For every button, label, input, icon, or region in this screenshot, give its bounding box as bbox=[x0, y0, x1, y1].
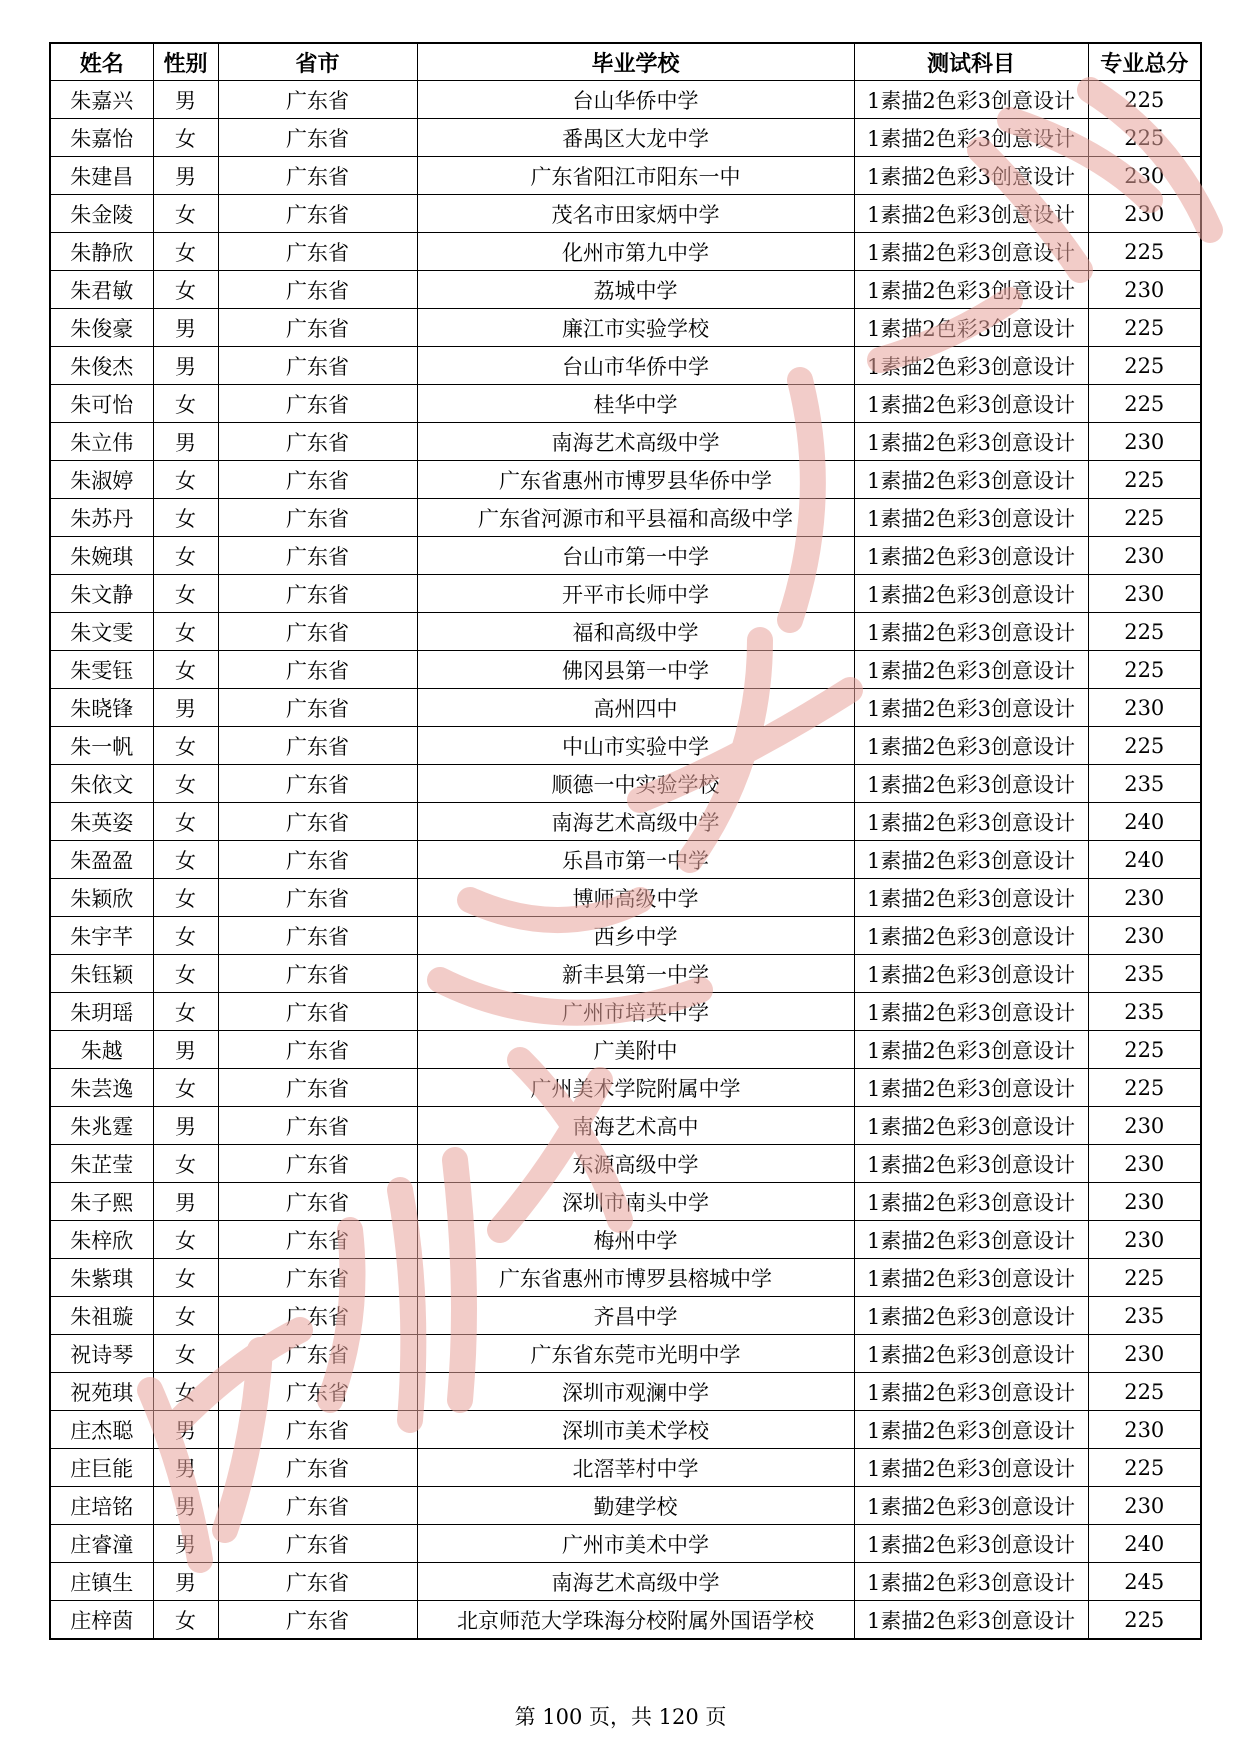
school-cell: 中山市实验中学 bbox=[417, 727, 854, 765]
subject-cell: 1素描2色彩3创意设计 bbox=[854, 765, 1088, 803]
score-cell: 230 bbox=[1088, 1487, 1201, 1525]
score-cell: 235 bbox=[1088, 955, 1201, 993]
gender-cell: 女 bbox=[153, 1601, 218, 1640]
score-cell: 225 bbox=[1088, 1031, 1201, 1069]
column-header-province: 省市 bbox=[218, 43, 417, 81]
subject-cell: 1素描2色彩3创意设计 bbox=[854, 841, 1088, 879]
subject-cell: 1素描2色彩3创意设计 bbox=[854, 461, 1088, 499]
gender-cell: 女 bbox=[153, 575, 218, 613]
gender-cell: 女 bbox=[153, 271, 218, 309]
table-row bbox=[50, 1259, 1201, 1297]
school-cell: 南海艺术高级中学 bbox=[417, 423, 854, 461]
province-cell: 广东省 bbox=[218, 385, 417, 423]
province-cell: 广东省 bbox=[218, 271, 417, 309]
name-cell: 朱俊杰 bbox=[50, 347, 153, 385]
subject-cell: 1素描2色彩3创意设计 bbox=[854, 1563, 1088, 1601]
province-cell: 广东省 bbox=[218, 233, 417, 271]
subject-cell: 1素描2色彩3创意设计 bbox=[854, 1449, 1088, 1487]
school-cell: 台山市华侨中学 bbox=[417, 347, 854, 385]
table-row bbox=[50, 347, 1201, 385]
table-row bbox=[50, 803, 1201, 841]
province-cell: 广东省 bbox=[218, 157, 417, 195]
province-cell: 广东省 bbox=[218, 917, 417, 955]
subject-cell: 1素描2色彩3创意设计 bbox=[854, 385, 1088, 423]
score-cell: 230 bbox=[1088, 1335, 1201, 1373]
column-header-score: 专业总分 bbox=[1088, 43, 1201, 81]
gender-cell: 女 bbox=[153, 499, 218, 537]
school-cell: 广美附中 bbox=[417, 1031, 854, 1069]
name-cell: 朱文雯 bbox=[50, 613, 153, 651]
score-cell: 230 bbox=[1088, 1221, 1201, 1259]
score-cell: 235 bbox=[1088, 1297, 1201, 1335]
gender-cell: 男 bbox=[153, 309, 218, 347]
table-row bbox=[50, 1525, 1201, 1563]
gender-cell: 女 bbox=[153, 1297, 218, 1335]
gender-cell: 男 bbox=[153, 1411, 218, 1449]
gender-cell: 男 bbox=[153, 1563, 218, 1601]
subject-cell: 1素描2色彩3创意设计 bbox=[854, 651, 1088, 689]
province-cell: 广东省 bbox=[218, 1449, 417, 1487]
name-cell: 朱玥瑶 bbox=[50, 993, 153, 1031]
table-row bbox=[50, 385, 1201, 423]
score-cell: 240 bbox=[1088, 803, 1201, 841]
name-cell: 朱紫琪 bbox=[50, 1259, 153, 1297]
province-cell: 广东省 bbox=[218, 1031, 417, 1069]
name-cell: 朱宇芊 bbox=[50, 917, 153, 955]
school-cell: 台山市第一中学 bbox=[417, 537, 854, 575]
province-cell: 广东省 bbox=[218, 993, 417, 1031]
table-row bbox=[50, 309, 1201, 347]
name-cell: 庄杰聪 bbox=[50, 1411, 153, 1449]
score-cell: 230 bbox=[1088, 271, 1201, 309]
school-cell: 博师高级中学 bbox=[417, 879, 854, 917]
gender-cell: 男 bbox=[153, 1031, 218, 1069]
subject-cell: 1素描2色彩3创意设计 bbox=[854, 1487, 1088, 1525]
school-cell: 广东省东莞市光明中学 bbox=[417, 1335, 854, 1373]
gender-cell: 女 bbox=[153, 803, 218, 841]
score-cell: 230 bbox=[1088, 157, 1201, 195]
score-cell: 225 bbox=[1088, 309, 1201, 347]
table-row bbox=[50, 689, 1201, 727]
name-cell: 朱芸逸 bbox=[50, 1069, 153, 1107]
province-cell: 广东省 bbox=[218, 1221, 417, 1259]
name-cell: 庄培铭 bbox=[50, 1487, 153, 1525]
column-header-name: 姓名 bbox=[50, 43, 153, 81]
table-row bbox=[50, 461, 1201, 499]
school-cell: 广州市培英中学 bbox=[417, 993, 854, 1031]
name-cell: 朱钰颖 bbox=[50, 955, 153, 993]
table-row bbox=[50, 993, 1201, 1031]
table-row bbox=[50, 1107, 1201, 1145]
gender-cell: 女 bbox=[153, 1069, 218, 1107]
province-cell: 广东省 bbox=[218, 689, 417, 727]
score-cell: 230 bbox=[1088, 1411, 1201, 1449]
school-cell: 高州四中 bbox=[417, 689, 854, 727]
score-cell: 225 bbox=[1088, 119, 1201, 157]
province-cell: 广东省 bbox=[218, 1373, 417, 1411]
subject-cell: 1素描2色彩3创意设计 bbox=[854, 1145, 1088, 1183]
table-row bbox=[50, 575, 1201, 613]
subject-cell: 1素描2色彩3创意设计 bbox=[854, 1221, 1088, 1259]
subject-cell: 1素描2色彩3创意设计 bbox=[854, 1297, 1088, 1335]
province-cell: 广东省 bbox=[218, 1335, 417, 1373]
table-row bbox=[50, 157, 1201, 195]
name-cell: 朱晓锋 bbox=[50, 689, 153, 727]
school-cell: 茂名市田家炳中学 bbox=[417, 195, 854, 233]
gender-cell: 女 bbox=[153, 879, 218, 917]
gender-cell: 女 bbox=[153, 1145, 218, 1183]
province-cell: 广东省 bbox=[218, 309, 417, 347]
school-cell: 齐昌中学 bbox=[417, 1297, 854, 1335]
school-cell: 广东省阳江市阳东一中 bbox=[417, 157, 854, 195]
name-cell: 朱芷莹 bbox=[50, 1145, 153, 1183]
name-cell: 庄梓茵 bbox=[50, 1601, 153, 1640]
score-cell: 225 bbox=[1088, 1259, 1201, 1297]
subject-cell: 1素描2色彩3创意设计 bbox=[854, 803, 1088, 841]
school-cell: 深圳市美术学校 bbox=[417, 1411, 854, 1449]
gender-cell: 女 bbox=[153, 841, 218, 879]
province-cell: 广东省 bbox=[218, 1107, 417, 1145]
gender-cell: 女 bbox=[153, 1373, 218, 1411]
province-cell: 广东省 bbox=[218, 423, 417, 461]
province-cell: 广东省 bbox=[218, 81, 417, 119]
subject-cell: 1素描2色彩3创意设计 bbox=[854, 1373, 1088, 1411]
name-cell: 朱一帆 bbox=[50, 727, 153, 765]
subject-cell: 1素描2色彩3创意设计 bbox=[854, 423, 1088, 461]
gender-cell: 男 bbox=[153, 1107, 218, 1145]
gender-cell: 女 bbox=[153, 1259, 218, 1297]
gender-cell: 男 bbox=[153, 347, 218, 385]
province-cell: 广东省 bbox=[218, 1601, 417, 1640]
school-cell: 广州市美术中学 bbox=[417, 1525, 854, 1563]
name-cell: 朱依文 bbox=[50, 765, 153, 803]
school-cell: 西乡中学 bbox=[417, 917, 854, 955]
subject-cell: 1素描2色彩3创意设计 bbox=[854, 1411, 1088, 1449]
gender-cell: 女 bbox=[153, 537, 218, 575]
province-cell: 广东省 bbox=[218, 119, 417, 157]
school-cell: 南海艺术高级中学 bbox=[417, 1563, 854, 1601]
gender-cell: 女 bbox=[153, 917, 218, 955]
score-cell: 225 bbox=[1088, 1069, 1201, 1107]
province-cell: 广东省 bbox=[218, 499, 417, 537]
gender-cell: 男 bbox=[153, 423, 218, 461]
table-row bbox=[50, 1411, 1201, 1449]
gender-cell: 女 bbox=[153, 765, 218, 803]
school-cell: 深圳市观澜中学 bbox=[417, 1373, 854, 1411]
name-cell: 朱兆霆 bbox=[50, 1107, 153, 1145]
subject-cell: 1素描2色彩3创意设计 bbox=[854, 1525, 1088, 1563]
name-cell: 朱婉琪 bbox=[50, 537, 153, 575]
name-cell: 朱金陵 bbox=[50, 195, 153, 233]
score-cell: 230 bbox=[1088, 423, 1201, 461]
table-row bbox=[50, 1563, 1201, 1601]
score-cell: 225 bbox=[1088, 613, 1201, 651]
table-row bbox=[50, 271, 1201, 309]
school-cell: 福和高级中学 bbox=[417, 613, 854, 651]
gender-cell: 女 bbox=[153, 385, 218, 423]
name-cell: 祝诗琴 bbox=[50, 1335, 153, 1373]
school-cell: 南海艺术高级中学 bbox=[417, 803, 854, 841]
province-cell: 广东省 bbox=[218, 651, 417, 689]
subject-cell: 1素描2色彩3创意设计 bbox=[854, 1069, 1088, 1107]
subject-cell: 1素描2色彩3创意设计 bbox=[854, 1183, 1088, 1221]
school-cell: 开平市长师中学 bbox=[417, 575, 854, 613]
roster-table bbox=[49, 42, 1202, 1640]
subject-cell: 1素描2色彩3创意设计 bbox=[854, 499, 1088, 537]
province-cell: 广东省 bbox=[218, 575, 417, 613]
province-cell: 广东省 bbox=[218, 1487, 417, 1525]
school-cell: 东源高级中学 bbox=[417, 1145, 854, 1183]
name-cell: 庄镇生 bbox=[50, 1563, 153, 1601]
province-cell: 广东省 bbox=[218, 537, 417, 575]
gender-cell: 女 bbox=[153, 119, 218, 157]
school-cell: 荔城中学 bbox=[417, 271, 854, 309]
name-cell: 朱俊豪 bbox=[50, 309, 153, 347]
table-row bbox=[50, 1069, 1201, 1107]
subject-cell: 1素描2色彩3创意设计 bbox=[854, 689, 1088, 727]
table-row bbox=[50, 765, 1201, 803]
table-row bbox=[50, 1031, 1201, 1069]
school-cell: 广东省惠州市博罗县榕城中学 bbox=[417, 1259, 854, 1297]
score-cell: 230 bbox=[1088, 1145, 1201, 1183]
gender-cell: 女 bbox=[153, 1221, 218, 1259]
name-cell: 朱苏丹 bbox=[50, 499, 153, 537]
table-row bbox=[50, 1221, 1201, 1259]
gender-cell: 男 bbox=[153, 1525, 218, 1563]
province-cell: 广东省 bbox=[218, 1183, 417, 1221]
score-cell: 225 bbox=[1088, 651, 1201, 689]
gender-cell: 男 bbox=[153, 1183, 218, 1221]
province-cell: 广东省 bbox=[218, 1525, 417, 1563]
gender-cell: 女 bbox=[153, 651, 218, 689]
gender-cell: 男 bbox=[153, 1449, 218, 1487]
score-cell: 230 bbox=[1088, 575, 1201, 613]
score-cell: 230 bbox=[1088, 689, 1201, 727]
header-row bbox=[50, 43, 1201, 81]
school-cell: 乐昌市第一中学 bbox=[417, 841, 854, 879]
table-row bbox=[50, 423, 1201, 461]
subject-cell: 1素描2色彩3创意设计 bbox=[854, 1031, 1088, 1069]
table-row bbox=[50, 499, 1201, 537]
score-cell: 230 bbox=[1088, 1107, 1201, 1145]
school-cell: 顺德一中实验学校 bbox=[417, 765, 854, 803]
table-row bbox=[50, 955, 1201, 993]
gender-cell: 女 bbox=[153, 233, 218, 271]
subject-cell: 1素描2色彩3创意设计 bbox=[854, 879, 1088, 917]
school-cell: 南海艺术高中 bbox=[417, 1107, 854, 1145]
subject-cell: 1素描2色彩3创意设计 bbox=[854, 309, 1088, 347]
province-cell: 广东省 bbox=[218, 727, 417, 765]
table-row bbox=[50, 1335, 1201, 1373]
score-cell: 225 bbox=[1088, 727, 1201, 765]
gender-cell: 男 bbox=[153, 689, 218, 727]
school-cell: 北京师范大学珠海分校附属外国语学校 bbox=[417, 1601, 854, 1640]
score-cell: 225 bbox=[1088, 461, 1201, 499]
subject-cell: 1素描2色彩3创意设计 bbox=[854, 1335, 1088, 1373]
subject-cell: 1素描2色彩3创意设计 bbox=[854, 347, 1088, 385]
subject-cell: 1素描2色彩3创意设计 bbox=[854, 993, 1088, 1031]
subject-cell: 1素描2色彩3创意设计 bbox=[854, 727, 1088, 765]
subject-cell: 1素描2色彩3创意设计 bbox=[854, 1259, 1088, 1297]
page-footer: 第 100 页，共 120 页 bbox=[514, 1705, 727, 1729]
table-row bbox=[50, 1373, 1201, 1411]
province-cell: 广东省 bbox=[218, 347, 417, 385]
score-cell: 225 bbox=[1088, 385, 1201, 423]
score-cell: 230 bbox=[1088, 537, 1201, 575]
name-cell: 朱盈盈 bbox=[50, 841, 153, 879]
score-cell: 225 bbox=[1088, 1449, 1201, 1487]
gender-cell: 男 bbox=[153, 1487, 218, 1525]
table-row bbox=[50, 613, 1201, 651]
name-cell: 庄睿潼 bbox=[50, 1525, 153, 1563]
column-header-gender: 性别 bbox=[153, 43, 218, 81]
province-cell: 广东省 bbox=[218, 613, 417, 651]
table-row bbox=[50, 879, 1201, 917]
score-cell: 225 bbox=[1088, 1373, 1201, 1411]
name-cell: 朱颖欣 bbox=[50, 879, 153, 917]
school-cell: 北滘莘村中学 bbox=[417, 1449, 854, 1487]
gender-cell: 女 bbox=[153, 195, 218, 233]
name-cell: 朱雯钰 bbox=[50, 651, 153, 689]
gender-cell: 女 bbox=[153, 613, 218, 651]
gender-cell: 女 bbox=[153, 1335, 218, 1373]
province-cell: 广东省 bbox=[218, 765, 417, 803]
province-cell: 广东省 bbox=[218, 879, 417, 917]
table-row bbox=[50, 1145, 1201, 1183]
table-row bbox=[50, 1449, 1201, 1487]
name-cell: 朱可怡 bbox=[50, 385, 153, 423]
table-row bbox=[50, 917, 1201, 955]
school-cell: 台山华侨中学 bbox=[417, 81, 854, 119]
school-cell: 化州市第九中学 bbox=[417, 233, 854, 271]
school-cell: 桂华中学 bbox=[417, 385, 854, 423]
province-cell: 广东省 bbox=[218, 955, 417, 993]
name-cell: 朱建昌 bbox=[50, 157, 153, 195]
name-cell: 朱君敏 bbox=[50, 271, 153, 309]
school-cell: 深圳市南头中学 bbox=[417, 1183, 854, 1221]
table-row bbox=[50, 1297, 1201, 1335]
name-cell: 祝苑琪 bbox=[50, 1373, 153, 1411]
column-header-school: 毕业学校 bbox=[417, 43, 854, 81]
name-cell: 庄巨能 bbox=[50, 1449, 153, 1487]
subject-cell: 1素描2色彩3创意设计 bbox=[854, 575, 1088, 613]
province-cell: 广东省 bbox=[218, 195, 417, 233]
score-cell: 240 bbox=[1088, 1525, 1201, 1563]
name-cell: 朱祖璇 bbox=[50, 1297, 153, 1335]
gender-cell: 男 bbox=[153, 157, 218, 195]
name-cell: 朱文静 bbox=[50, 575, 153, 613]
score-cell: 235 bbox=[1088, 993, 1201, 1031]
gender-cell: 女 bbox=[153, 993, 218, 1031]
column-header-subject: 测试科目 bbox=[854, 43, 1088, 81]
table-row bbox=[50, 81, 1201, 119]
score-cell: 245 bbox=[1088, 1563, 1201, 1601]
school-cell: 佛冈县第一中学 bbox=[417, 651, 854, 689]
school-cell: 廉江市实验学校 bbox=[417, 309, 854, 347]
gender-cell: 女 bbox=[153, 955, 218, 993]
gender-cell: 女 bbox=[153, 461, 218, 499]
table-row bbox=[50, 841, 1201, 879]
province-cell: 广东省 bbox=[218, 1297, 417, 1335]
province-cell: 广东省 bbox=[218, 1563, 417, 1601]
score-cell: 225 bbox=[1088, 81, 1201, 119]
name-cell: 朱英姿 bbox=[50, 803, 153, 841]
name-cell: 朱嘉兴 bbox=[50, 81, 153, 119]
score-cell: 225 bbox=[1088, 347, 1201, 385]
province-cell: 广东省 bbox=[218, 1411, 417, 1449]
table-row bbox=[50, 727, 1201, 765]
province-cell: 广东省 bbox=[218, 1145, 417, 1183]
name-cell: 朱立伟 bbox=[50, 423, 153, 461]
province-cell: 广东省 bbox=[218, 841, 417, 879]
subject-cell: 1素描2色彩3创意设计 bbox=[854, 1107, 1088, 1145]
name-cell: 朱淑婷 bbox=[50, 461, 153, 499]
table-row bbox=[50, 537, 1201, 575]
school-cell: 广东省惠州市博罗县华侨中学 bbox=[417, 461, 854, 499]
subject-cell: 1素描2色彩3创意设计 bbox=[854, 537, 1088, 575]
subject-cell: 1素描2色彩3创意设计 bbox=[854, 955, 1088, 993]
school-cell: 番禺区大龙中学 bbox=[417, 119, 854, 157]
score-cell: 225 bbox=[1088, 1601, 1201, 1640]
subject-cell: 1素描2色彩3创意设计 bbox=[854, 1601, 1088, 1640]
province-cell: 广东省 bbox=[218, 803, 417, 841]
school-cell: 广州美术学院附属中学 bbox=[417, 1069, 854, 1107]
subject-cell: 1素描2色彩3创意设计 bbox=[854, 613, 1088, 651]
subject-cell: 1素描2色彩3创意设计 bbox=[854, 157, 1088, 195]
province-cell: 广东省 bbox=[218, 1069, 417, 1107]
subject-cell: 1素描2色彩3创意设计 bbox=[854, 233, 1088, 271]
subject-cell: 1素描2色彩3创意设计 bbox=[854, 81, 1088, 119]
subject-cell: 1素描2色彩3创意设计 bbox=[854, 917, 1088, 955]
score-cell: 240 bbox=[1088, 841, 1201, 879]
table-row bbox=[50, 233, 1201, 271]
table-row bbox=[50, 119, 1201, 157]
province-cell: 广东省 bbox=[218, 461, 417, 499]
score-cell: 230 bbox=[1088, 1183, 1201, 1221]
school-cell: 梅州中学 bbox=[417, 1221, 854, 1259]
name-cell: 朱子熙 bbox=[50, 1183, 153, 1221]
table-row bbox=[50, 651, 1201, 689]
table-row bbox=[50, 1601, 1201, 1640]
school-cell: 广东省河源市和平县福和高级中学 bbox=[417, 499, 854, 537]
score-cell: 225 bbox=[1088, 499, 1201, 537]
table-body bbox=[50, 81, 1201, 1640]
score-cell: 230 bbox=[1088, 879, 1201, 917]
subject-cell: 1素描2色彩3创意设计 bbox=[854, 271, 1088, 309]
table-row bbox=[50, 195, 1201, 233]
subject-cell: 1素描2色彩3创意设计 bbox=[854, 195, 1088, 233]
score-cell: 235 bbox=[1088, 765, 1201, 803]
province-cell: 广东省 bbox=[218, 1259, 417, 1297]
name-cell: 朱越 bbox=[50, 1031, 153, 1069]
gender-cell: 男 bbox=[153, 81, 218, 119]
name-cell: 朱静欣 bbox=[50, 233, 153, 271]
name-cell: 朱嘉怡 bbox=[50, 119, 153, 157]
score-cell: 225 bbox=[1088, 233, 1201, 271]
gender-cell: 女 bbox=[153, 727, 218, 765]
subject-cell: 1素描2色彩3创意设计 bbox=[854, 119, 1088, 157]
score-cell: 230 bbox=[1088, 195, 1201, 233]
name-cell: 朱梓欣 bbox=[50, 1221, 153, 1259]
table-row bbox=[50, 1487, 1201, 1525]
score-cell: 230 bbox=[1088, 917, 1201, 955]
table-row bbox=[50, 1183, 1201, 1221]
school-cell: 勤建学校 bbox=[417, 1487, 854, 1525]
school-cell: 新丰县第一中学 bbox=[417, 955, 854, 993]
